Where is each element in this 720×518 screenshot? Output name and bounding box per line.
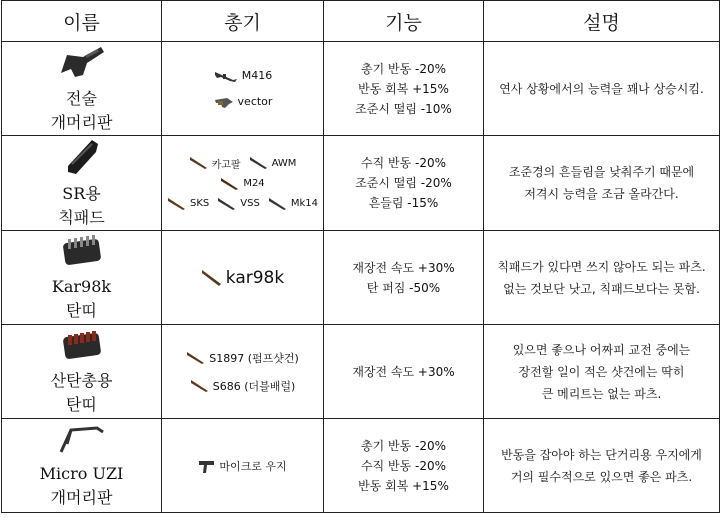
- header-function: 기능: [324, 1, 484, 42]
- name-line2: 개머리판: [50, 487, 113, 507]
- tactical-stock-icon: [57, 43, 107, 81]
- gun-cell: [162, 136, 324, 231]
- uzi-icon: [198, 458, 216, 474]
- rifle-icon: [268, 197, 288, 211]
- header-description: 설명: [484, 1, 720, 42]
- shotgun-icon: [190, 379, 210, 393]
- rifle-icon: [249, 156, 269, 170]
- gun-cell: [162, 325, 324, 419]
- name-line1: 전술: [66, 88, 97, 108]
- name-cell: [2, 419, 162, 513]
- name-cell: [2, 136, 162, 231]
- function-cell: 수직 반동 -20% 조준시 떨림 -20% 흔들림 -15%: [324, 136, 484, 231]
- smg-icon: [213, 95, 235, 109]
- rifle-icon: [201, 269, 223, 287]
- function-cell: 재장전 속도 +30% 탄 퍼짐 -50%: [324, 231, 484, 325]
- table-row: [2, 419, 720, 513]
- header-name: 이름: [2, 1, 162, 42]
- shotgun-icon: [186, 351, 206, 365]
- rifle-icon: [220, 177, 240, 191]
- name-line2: 개머리판: [50, 112, 113, 132]
- function-cell: 총기 반동 -20% 수직 반동 -20% 반동 회복 +15%: [324, 419, 484, 513]
- description-cell: 반동을 잡아야 하는 단거리용 우지에게 거의 필수적으로 있으면 좋은 파츠.: [484, 419, 720, 513]
- name-cell: [2, 42, 162, 136]
- header-row: [2, 1, 720, 42]
- function-cell: 총기 반동 -20% 반동 회복 +15% 조준시 떨림 -10%: [324, 42, 484, 136]
- gun-item: Mk14: [268, 197, 318, 211]
- gun-item: M416: [213, 69, 273, 83]
- table-row: [2, 136, 720, 231]
- gun-cell: [162, 419, 324, 513]
- gun-item: 카고팔: [189, 156, 241, 171]
- cheek-pad-icon: [62, 136, 102, 176]
- name-line2: 탄띠: [66, 394, 97, 414]
- gun-item: M24: [220, 177, 264, 191]
- rifle-icon: [189, 156, 209, 170]
- name-cell: [2, 231, 162, 325]
- rifle-icon: [167, 197, 187, 211]
- gun-item: S686 (더블배럴): [190, 378, 296, 394]
- function-cell: 재장전 속도 +30%: [324, 325, 484, 419]
- gun-item: VSS: [217, 197, 260, 211]
- header-gun: 총기: [162, 1, 324, 42]
- rifle-icon: [213, 69, 239, 83]
- name-cell: [2, 325, 162, 419]
- gun-item: vector: [213, 95, 273, 109]
- gun-cell: [162, 231, 324, 325]
- description-cell: 연사 상황에서의 능력을 꽤나 상승시킴.: [484, 42, 720, 136]
- gun-cell: [162, 42, 324, 136]
- attachments-table: [1, 0, 720, 513]
- name-line2: 탄띠: [66, 300, 97, 320]
- gun-item: 마이크로 우지: [198, 458, 286, 474]
- rifle-icon: [217, 197, 237, 211]
- gun-item: kar98k: [201, 268, 284, 288]
- table-row: [2, 325, 720, 419]
- table-row: [2, 231, 720, 325]
- gun-item: AWM: [249, 156, 297, 170]
- uzi-stock-icon: [57, 422, 107, 456]
- name-line2: 칙패드: [58, 208, 105, 227]
- name-line1: 산탄총용: [50, 370, 113, 390]
- name-line1: SR용: [62, 184, 101, 203]
- name-line1: Kar98k: [51, 276, 112, 296]
- description-cell: 조준경의 흔들림을 낮춰주기 때문에 저격시 능력을 조금 올라간다.: [484, 136, 720, 231]
- name-line1: Micro UZI: [39, 463, 124, 483]
- shotgun-loop-icon: [60, 327, 104, 363]
- table-row: [2, 42, 720, 136]
- gun-item: S1897 (펌프샷건): [186, 350, 299, 366]
- bullet-loop-icon: [60, 233, 104, 269]
- description-cell: 칙패드가 있다면 쓰지 않아도 되는 파츠. 없는 것보단 낫고, 칙패드보다는 못함.: [484, 231, 720, 325]
- description-cell: 있으면 좋으나 어짜피 교전 중에는 장전할 일이 적은 샷건에는 딱히 큰 메리트는 없는 파츠.: [484, 325, 720, 419]
- gun-item: SKS: [167, 197, 209, 211]
